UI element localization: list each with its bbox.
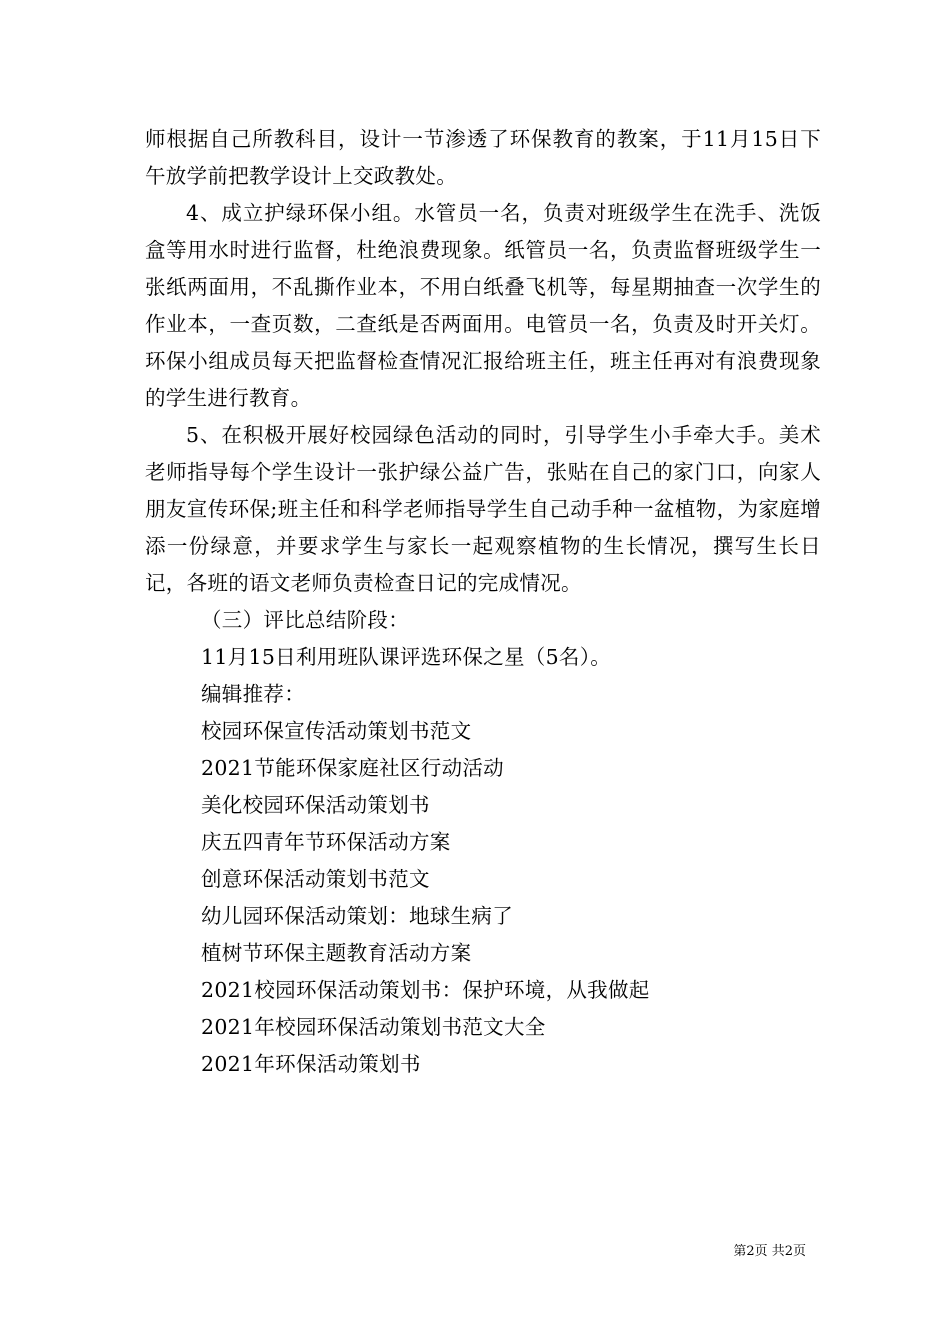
recommend-link[interactable]: 2021校园环保活动策划书：保护环境，从我做起 [201, 978, 650, 1002]
document-body [145, 121, 821, 1083]
paragraph-item-5: 5、在积极开展好校园绿色活动的同时，引导学生小手牵大手。美术老师指导每个学生设计一张护绿公益广告，张贴在自己的家门口，向家人朋友宣传环保;班主任和科学老师指导学生自己动手种一盆植物，为家庭增添一份绿意，并要求学生与家长一起观察植物的生长情况，撰写生长日记，各班的语文老师负责检查日记的完成情况。 [145, 423, 821, 595]
recommend-link[interactable]: 美化校园环保活动策划书 [201, 793, 430, 817]
recommend-link[interactable]: 校园环保宣传活动策划书范文 [201, 719, 472, 743]
recommend-list [145, 713, 821, 1083]
page-number-footer: 第2页 共2页 [733, 1244, 806, 1259]
recommend-link[interactable]: 2021年环保活动策划书 [201, 1052, 421, 1076]
recommend-link[interactable]: 庆五四青年节环保活动方案 [201, 830, 451, 854]
recommend-link[interactable]: 幼儿园环保活动策划：地球生病了 [201, 904, 513, 928]
recommend-heading: 编辑推荐： [201, 682, 305, 706]
recommend-link[interactable]: 2021节能环保家庭社区行动活动 [201, 756, 504, 780]
recommend-link[interactable]: 创意环保活动策划书范文 [201, 867, 430, 891]
section-heading-stage-3: （三）评比总结阶段： [201, 608, 409, 632]
paragraph-continuation: 师根据自己所教科目，设计一节渗透了环保教育的教案，于11月15日下午放学前把教学设计上交政教处。 [145, 127, 821, 188]
recommend-link[interactable]: 植树节环保主题教育活动方案 [201, 941, 472, 965]
stage-3-text: 11月15日利用班队课评选环保之星（5名）。 [201, 645, 612, 669]
recommend-link[interactable]: 2021年校园环保活动策划书范文大全 [201, 1015, 546, 1039]
paragraph-item-4: 4、成立护绿环保小组。水管员一名，负责对班级学生在洗手、洗饭盒等用水时进行监督，杜绝浪费现象。纸管员一名，负责监督班级学生一张纸两面用，不乱撕作业本，不用白纸叠飞机等，每星期抽查一次学生的作业本，一查页数，二查纸是否两面用。电管员一名，负责及时开关灯。环保小组成员每天把监督检查情况汇报给班主任，班主任再对有浪费现象的学生进行教育。 [145, 201, 821, 410]
